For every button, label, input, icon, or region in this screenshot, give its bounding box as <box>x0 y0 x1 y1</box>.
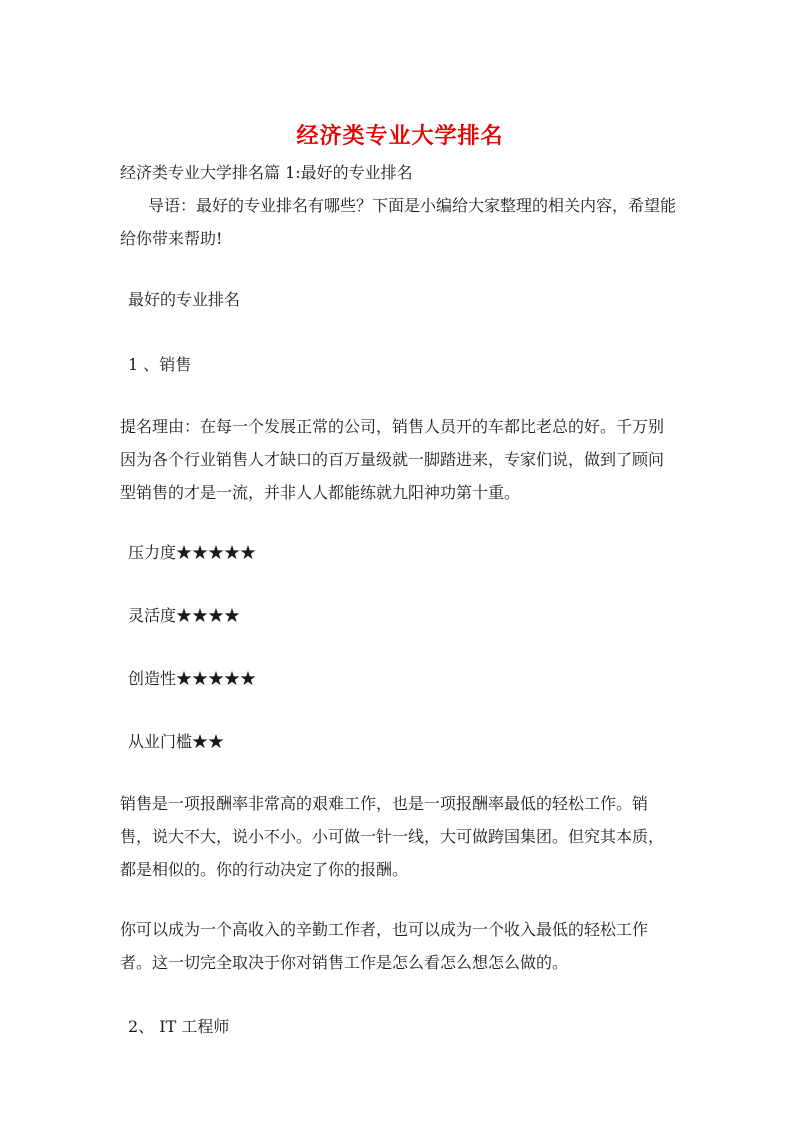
section-heading: 最好的专业排名 <box>128 290 241 309</box>
para-2-line-2: 者。这一切完全取决于你对销售工作是怎么看怎么想怎么做的。 <box>120 953 569 972</box>
rating-label: 灵活度 <box>128 606 177 625</box>
intro-line-2: 给你带来帮助! <box>120 229 223 248</box>
star-rating-icon: ★★ <box>192 732 225 751</box>
reason-line-1: 提名理由：在每一个发展正常的公司，销售人员开的车都比老总的好。千万别 <box>120 417 665 436</box>
rating-entry-barrier <box>128 727 224 757</box>
item-1-heading: 1 、销售 <box>128 355 192 374</box>
reason-line-2: 因为各个行业销售人才缺口的百万量级就一脚踏进来，专家们说，做到了顾问 <box>120 450 665 469</box>
item-2-heading: 2、 IT 工程师 <box>128 1017 230 1036</box>
rating-creativity <box>128 664 256 694</box>
star-rating-icon: ★★★★★ <box>176 669 257 688</box>
star-rating-icon: ★★★★★ <box>176 543 257 562</box>
para-1-line-2: 售，说大不大，说小不小。小可做一针一线，大可做跨国集团。但究其本质， <box>120 827 665 846</box>
rating-label: 从业门槛 <box>128 732 193 751</box>
rating-pressure <box>128 538 256 568</box>
rating-label: 创造性 <box>128 669 177 688</box>
reason-line-3: 型销售的才是一流，并非人人都能练就九阳神功第十重。 <box>120 483 521 502</box>
subtitle: 经济类专业大学排名篇 1:最好的专业排名 <box>120 163 413 182</box>
para-1-line-3: 都是相似的。你的行动决定了你的报酬。 <box>120 860 409 879</box>
para-2-line-1: 你可以成为一个高收入的辛勤工作者，也可以成为一个收入最低的轻松工作 <box>120 920 649 939</box>
intro-line-1: 导语：最好的专业排名有哪些？下面是小编给大家整理的相关内容，希望能 <box>148 196 677 215</box>
star-rating-icon: ★★★★ <box>176 606 241 625</box>
para-1-line-1: 销售是一项报酬率非常高的艰难工作，也是一项报酬率最低的轻松工作。销 <box>120 794 649 813</box>
rating-label: 压力度 <box>128 543 177 562</box>
document-title: 经济类专业大学排名 <box>296 124 504 149</box>
rating-flexibility <box>128 601 240 631</box>
